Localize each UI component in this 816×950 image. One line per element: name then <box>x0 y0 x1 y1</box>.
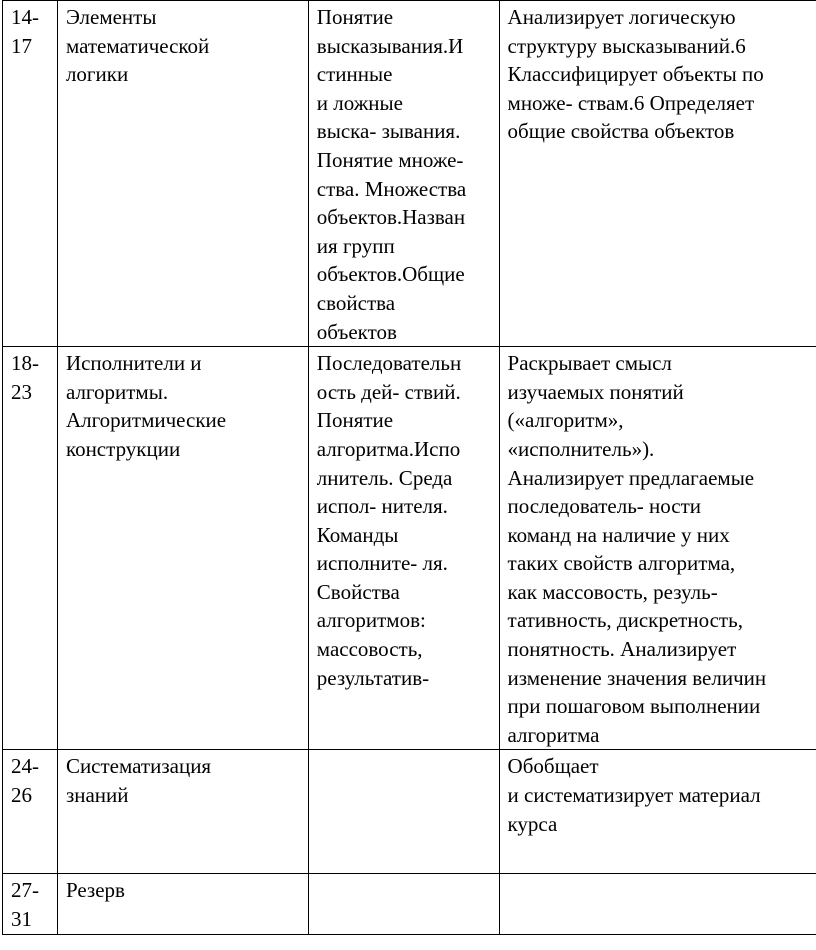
activity-cell: Анализирует логическую структуру высказываний.6 Классифицирует объекты по множе- ствам.6 Определяет общие свойства объектов <box>499 1 816 347</box>
table-row <box>3 1 816 347</box>
content-cell <box>308 750 499 874</box>
topic-cell: Исполнители и алгоритмы. Алгоритмические конструкции <box>57 347 308 750</box>
topic-cell: Элементы математической логики <box>57 1 308 347</box>
lesson-number-cell: 24- 26 <box>3 750 58 874</box>
content-cell <box>308 874 499 934</box>
lesson-number-cell: 27- 31 <box>3 874 58 934</box>
topic-cell: Резерв <box>57 874 308 934</box>
table-row <box>3 347 816 750</box>
activity-cell: Обобщает и систематизирует материал курса <box>499 750 816 874</box>
table-row <box>3 874 816 934</box>
activity-cell <box>499 874 816 934</box>
activity-cell: Раскрывает смысл изучаемых понятий («алгоритм», «исполнитель»). Анализирует предлагаемые последователь- ности команд на наличие у них таких свойств алгоритма, как массовость, резуль- тативность, дискретность, понятность. Анализирует изменение значения величин при пошаговом выполнении алгоритма <box>499 347 816 750</box>
lesson-number-cell: 14- 17 <box>3 1 58 347</box>
content-cell: Понятие высказывания.И стинные и ложные выска- зывания. Понятие множе- ства. Множества объектов.Назван ия групп объектов.Общие свойства объектов <box>308 1 499 347</box>
lesson-number-cell: 18- 23 <box>3 347 58 750</box>
table-row <box>3 750 816 874</box>
curriculum-table <box>2 0 816 935</box>
topic-cell: Систематизация знаний <box>57 750 308 874</box>
content-cell: Последовательн ость дей- ствий. Понятие алгоритма.Испо лнитель. Среда испол- нителя. Команды исполните- ля. Свойства алгоритмов: массовость, результатив- <box>308 347 499 750</box>
